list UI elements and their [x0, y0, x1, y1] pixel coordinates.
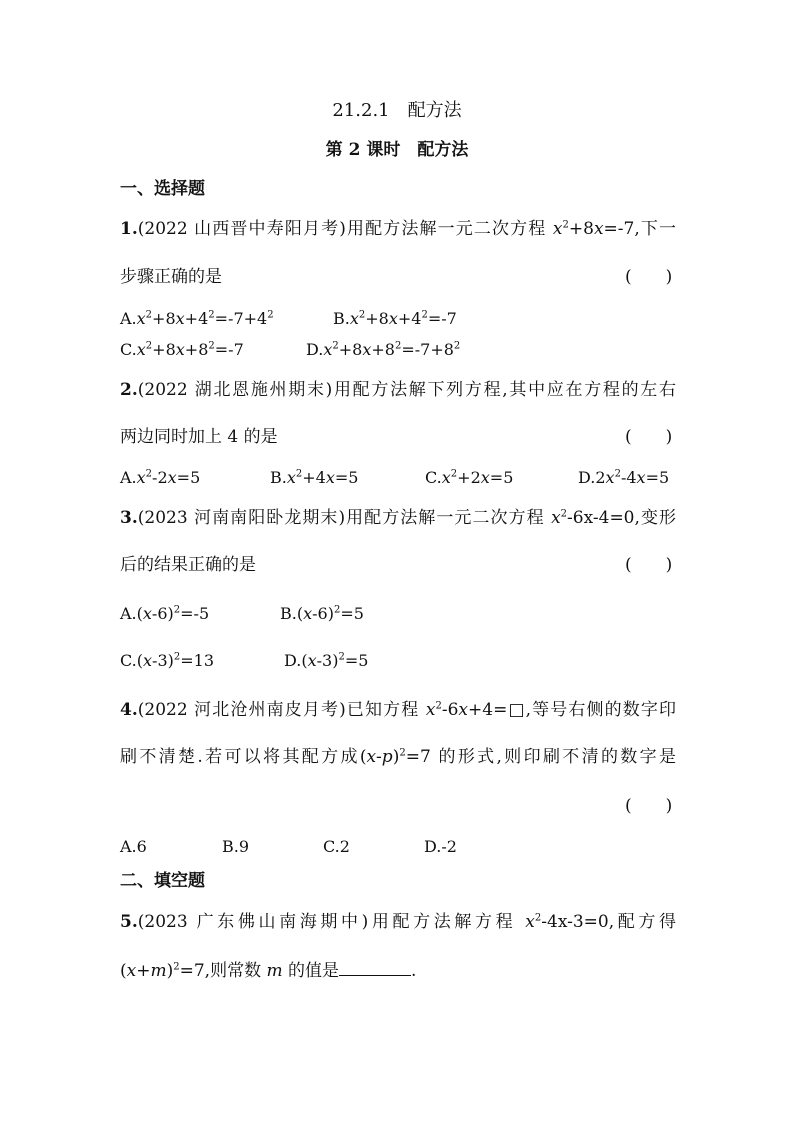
question-1-line-2: 步骤正确的是: [120, 267, 222, 287]
question-4-option-a: A.6: [120, 837, 147, 856]
question-4-option-d: D.-2: [424, 837, 457, 856]
question-4-source: (2022 河北沧州南皮月考)已知方程: [137, 700, 426, 720]
section-fill-heading: 二、填空题: [120, 871, 205, 891]
question-4-line-1: 4.(2022 河北沧州南皮月考)已知方程 $x^2-6x+4=□$,等号右侧的数字印: [120, 700, 676, 720]
question-1-eq-part: +8: [568, 219, 594, 239]
section-choice-heading: 一、选择题: [120, 179, 205, 199]
question-1-option-a: $A.x^2+8x+4^2=-7+4^2$: [120, 309, 274, 328]
question-3-line-1: 3.(2023 河南南阳卧龙期末)用配方法解一元二次方程 $x^2-6x-4=0$,变形: [120, 508, 676, 528]
question-1-source: (2022 山西晋中寿阳月考)用配方法解一元二次方程: [137, 219, 553, 239]
question-4-eq-part: -6: [441, 700, 459, 720]
question-5-period: .: [411, 961, 417, 981]
question-1-option-b: $B.x^2+8x+4^2=-7$: [333, 309, 457, 328]
question-1-line-1: 1.(2022 山西晋中寿阳月考)用配方法解一元二次方程 $x^2+8x=-7$,下一: [120, 219, 676, 239]
question-3-option-a: $A.(x-6)^2=-5$: [120, 604, 210, 623]
question-1-eq-tail: =-7,下一: [603, 219, 676, 239]
question-4-number: 4.: [120, 700, 138, 720]
question-4-option-c: C.2: [323, 837, 350, 856]
question-5-line-2: $(x+m)^2=7$,则常数 m 的值是 .: [120, 961, 417, 981]
page-title: 21.2.1 配方法: [332, 100, 462, 121]
question-2-option-b: $B.x^2+4x=5$: [270, 468, 359, 487]
page-subtitle: 第 2 课时 配方法: [325, 140, 469, 160]
question-4-line-2: 刷不清楚.若可以将其配方成$(x-p)^2=7$ 的形式,则印刷不清的数字是: [120, 747, 676, 767]
question-2-answer-paren: ( ): [625, 427, 673, 447]
question-3-eq-tail: -6x-4=0,变形: [567, 508, 676, 528]
question-3-option-b: $B.(x-6)^2=5$: [280, 604, 364, 623]
question-2-option-d: $D.2x^2-4x=5$: [578, 468, 670, 487]
question-5-answer-blank[interactable]: [339, 959, 411, 976]
question-4-line-2-pre: 刷不清楚.若可以将其配方成(: [120, 747, 367, 767]
question-4-option-b: B.9: [222, 837, 250, 856]
question-2-line-1: [120, 379, 676, 401]
question-1-option-d: $D.x^2+8x+8^2=-7+8^2$: [306, 340, 461, 359]
question-5-line-2-part: =7,则常数: [179, 961, 267, 981]
question-5-line-1: 5.(2023 广东佛山南海期中)用配方法解方程 $x^2-4x-3=0$,配方得: [120, 912, 677, 932]
question-2-number: 2.: [120, 380, 138, 400]
question-5-number: 5.: [120, 912, 138, 932]
question-4-line-2-tail: =7 的形式,则印刷不清的数字是: [405, 747, 676, 767]
question-2-line-2: 两边同时加上 4 的是: [120, 427, 278, 447]
question-2-option-c: $C.x^2+2x=5$: [425, 468, 514, 487]
question-2-option-a: $A.x^2-2x=5$: [120, 468, 201, 487]
question-5-line-2-end: 的值是: [282, 961, 340, 981]
question-4-answer-paren: ( ): [625, 796, 673, 816]
question-3-option-c: $C.(x-3)^2=13$: [120, 651, 214, 670]
question-5-source: (2023 广东佛山南海期中)用配方法解方程: [137, 912, 526, 932]
question-4-eq-tail: +4=□,等号右侧的数字印: [468, 700, 676, 720]
question-1-number: 1.: [120, 219, 138, 239]
question-3-option-d: $D.(x-3)^2=5$: [284, 651, 369, 670]
question-3-number: 3.: [120, 508, 138, 528]
question-4-paren-close: ): [392, 747, 400, 767]
question-1-option-c: $C.x^2+8x+8^2=-7$: [120, 340, 244, 359]
question-2-text: (2022 湖北恩施州期末)用配方法解下列方程,其中应在方程的左右: [137, 380, 676, 400]
question-3-source: (2023 河南南阳卧龙期末)用配方法解一元二次方程: [137, 508, 552, 528]
question-1-answer-paren: ( ): [625, 267, 673, 287]
question-3-line-2: 后的结果正确的是: [120, 555, 256, 575]
question-5-eq-tail: -4x-3=0,配方得: [541, 912, 677, 932]
question-3-answer-paren: ( ): [625, 555, 673, 575]
